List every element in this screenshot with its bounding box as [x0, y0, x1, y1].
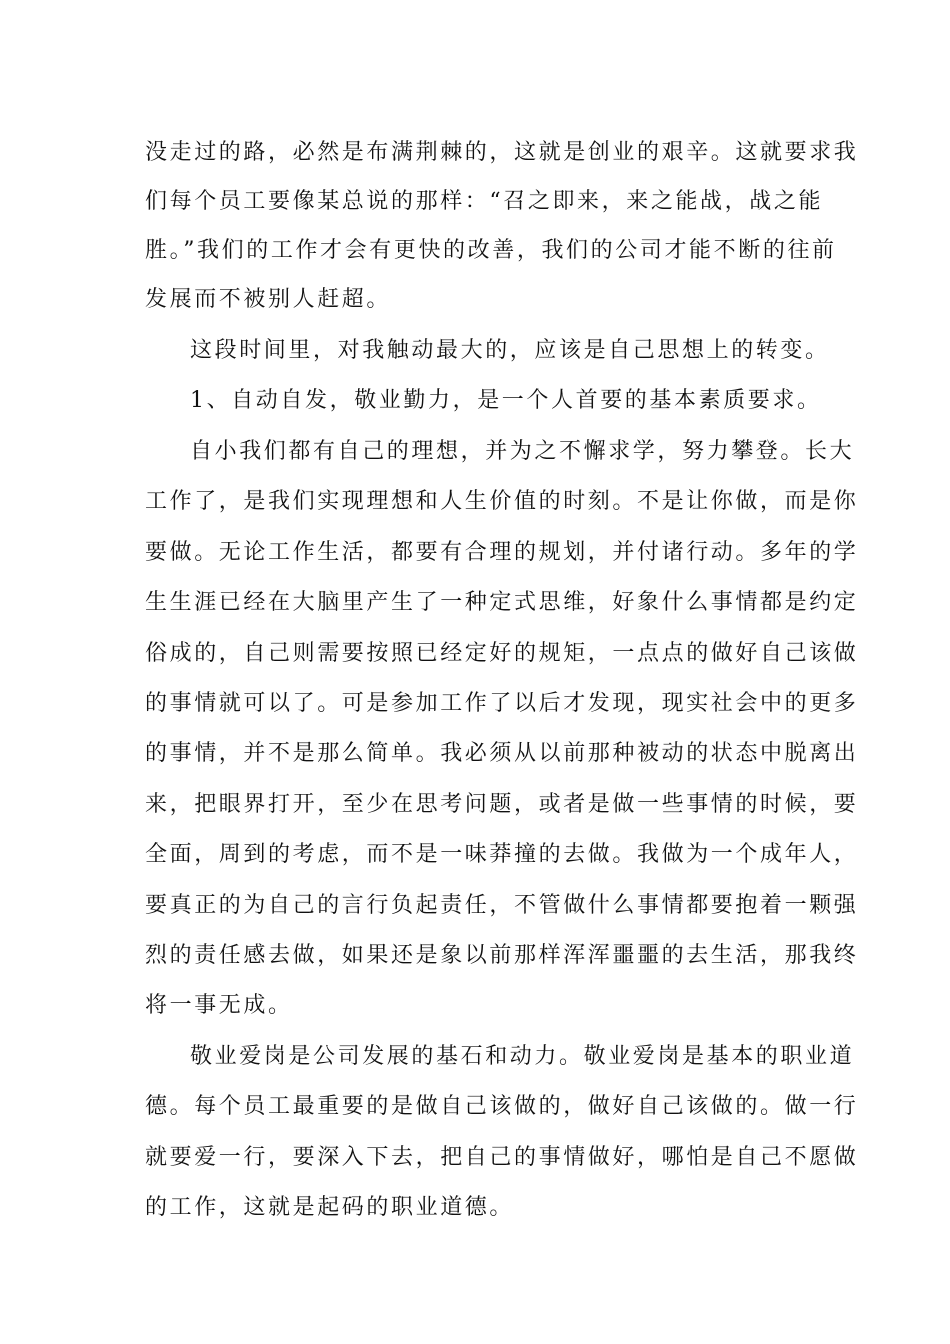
- text-line: 这段时间里，对我触动最大的，应该是自己思想上的转变。: [190, 338, 830, 363]
- text-line: 将一事无成。: [145, 993, 293, 1018]
- text-line: 生生涯已经在大脑里产生了一种定式思维，好象什么事情都是约定: [145, 590, 859, 615]
- text-line: 全面，周到的考虑，而不是一味莽撞的去做。我做为一个成年人，: [145, 842, 859, 867]
- text-line: 们每个员工要像某总说的那样：“召之即来，来之能战，战之能: [145, 189, 824, 214]
- text-line: 自小我们都有自己的理想，并为之不懈求学，努力攀登。长大: [190, 439, 855, 464]
- text-line: 烈的责任感去做，如果还是象以前那样浑浑噩噩的去生活，那我终: [145, 943, 859, 968]
- text-line: 就要爱一行，要深入下去，把自己的事情做好，哪怕是自己不愿做: [145, 1145, 859, 1170]
- text-line: 胜。”我们的工作才会有更快的改善，我们的公司才能不断的往前: [145, 238, 837, 263]
- text-line: 敬业爱岗是公司发展的基石和动力。敬业爱岗是基本的职业道: [190, 1044, 855, 1069]
- text-line: 德。每个员工最重要的是做自己该做的，做好自己该做的。做一行: [145, 1094, 859, 1119]
- text-line: 的事情，并不是那么简单。我必须从以前那种被动的状态中脱离出: [145, 741, 859, 766]
- text-line: 要真正的为自己的言行负起责任，不管做什么事情都要抱着一颗强: [145, 893, 859, 918]
- text-line: 工作了，是我们实现理想和人生价值的时刻。不是让你做，而是你: [145, 489, 859, 514]
- text-line: 要做。无论工作生活，都要有合理的规划，并付诸行动。多年的学: [145, 540, 859, 565]
- text-line: 来，把眼界打开，至少在思考问题，或者是做一些事情的时候，要: [145, 792, 859, 817]
- text-line: 发展而不被别人赶超。: [145, 287, 392, 312]
- text-line: 的工作，这就是起码的职业道德。: [145, 1195, 515, 1220]
- text-line: 1、自动自发，敬业勤力，是一个人首要的基本素质要求。: [190, 388, 822, 413]
- text-line: 的事情就可以了。可是参加工作了以后才发现，现实社会中的更多: [145, 691, 859, 716]
- text-line: 没走过的路，必然是布满荆棘的，这就是创业的艰辛。这就要求我: [145, 140, 859, 165]
- text-line: 俗成的，自己则需要按照已经定好的规矩，一点点的做好自己该做: [145, 641, 859, 666]
